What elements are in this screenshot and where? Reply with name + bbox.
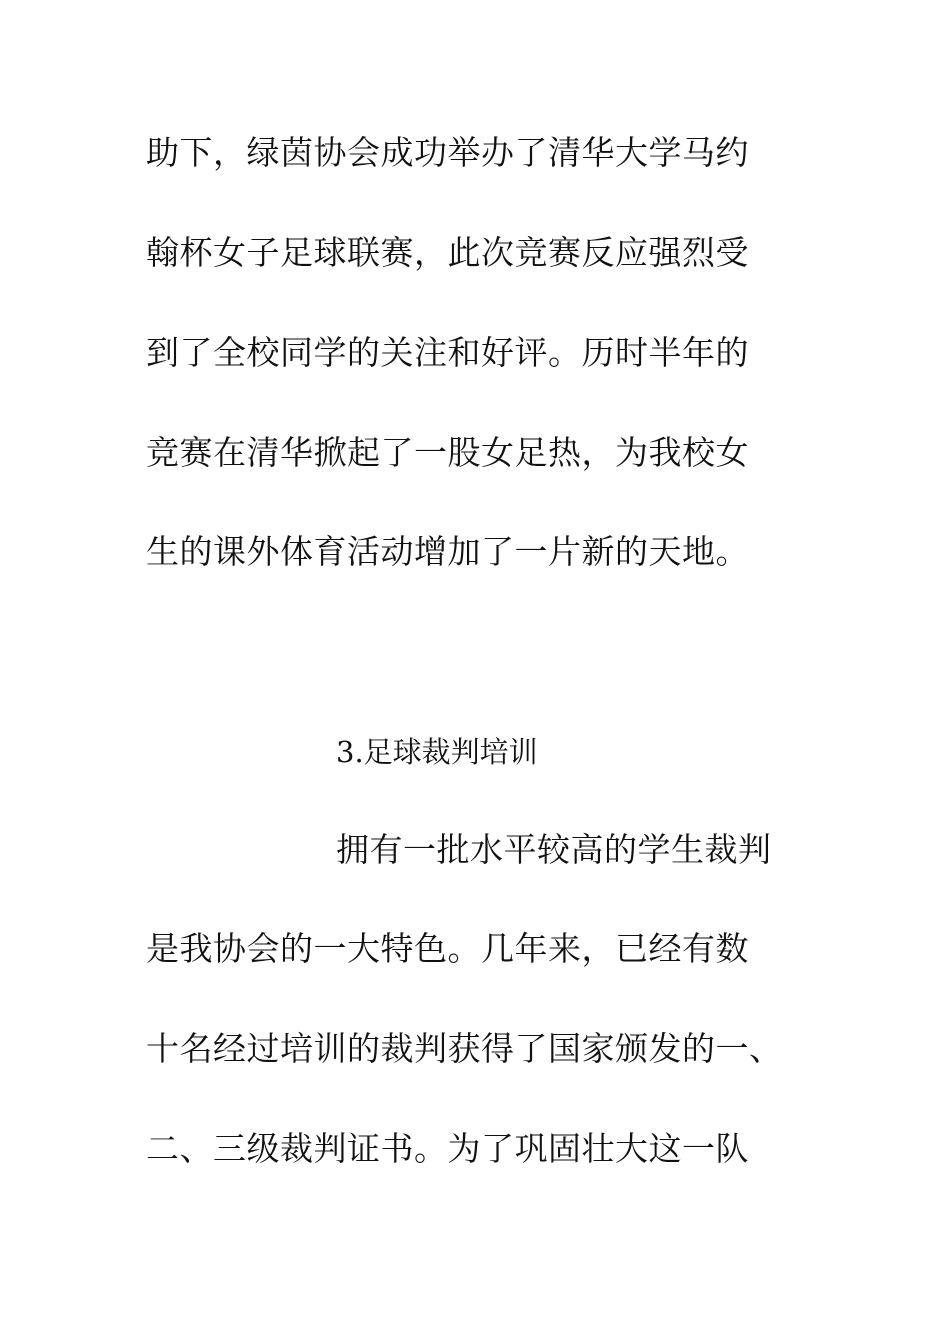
paragraph-line: 翰杯女子足球联赛，此次竞赛反应强烈受 (146, 233, 749, 272)
section-heading: 3.足球裁判培训 (336, 735, 538, 769)
paragraph-line: 十名经过培训的裁判获得了国家颁发的一、 (146, 1029, 783, 1068)
paragraph-line: 到了全校同学的关注和好评。历时半年的 (146, 333, 749, 372)
paragraph-line: 二、三级裁判证书。为了巩固壮大这一队 (146, 1129, 749, 1168)
paragraph-line: 竞赛在清华掀起了一股女足热，为我校女 (146, 433, 749, 472)
paragraph-line: 拥有一批水平较高的学生裁判 (336, 830, 772, 869)
paragraph-line: 生的课外体育活动增加了一片新的天地。 (146, 532, 749, 571)
paragraph-line: 助下，绿茵协会成功举办了清华大学马约 (146, 133, 749, 172)
paragraph-line: 是我协会的一大特色。几年来，已经有数 (146, 929, 749, 968)
